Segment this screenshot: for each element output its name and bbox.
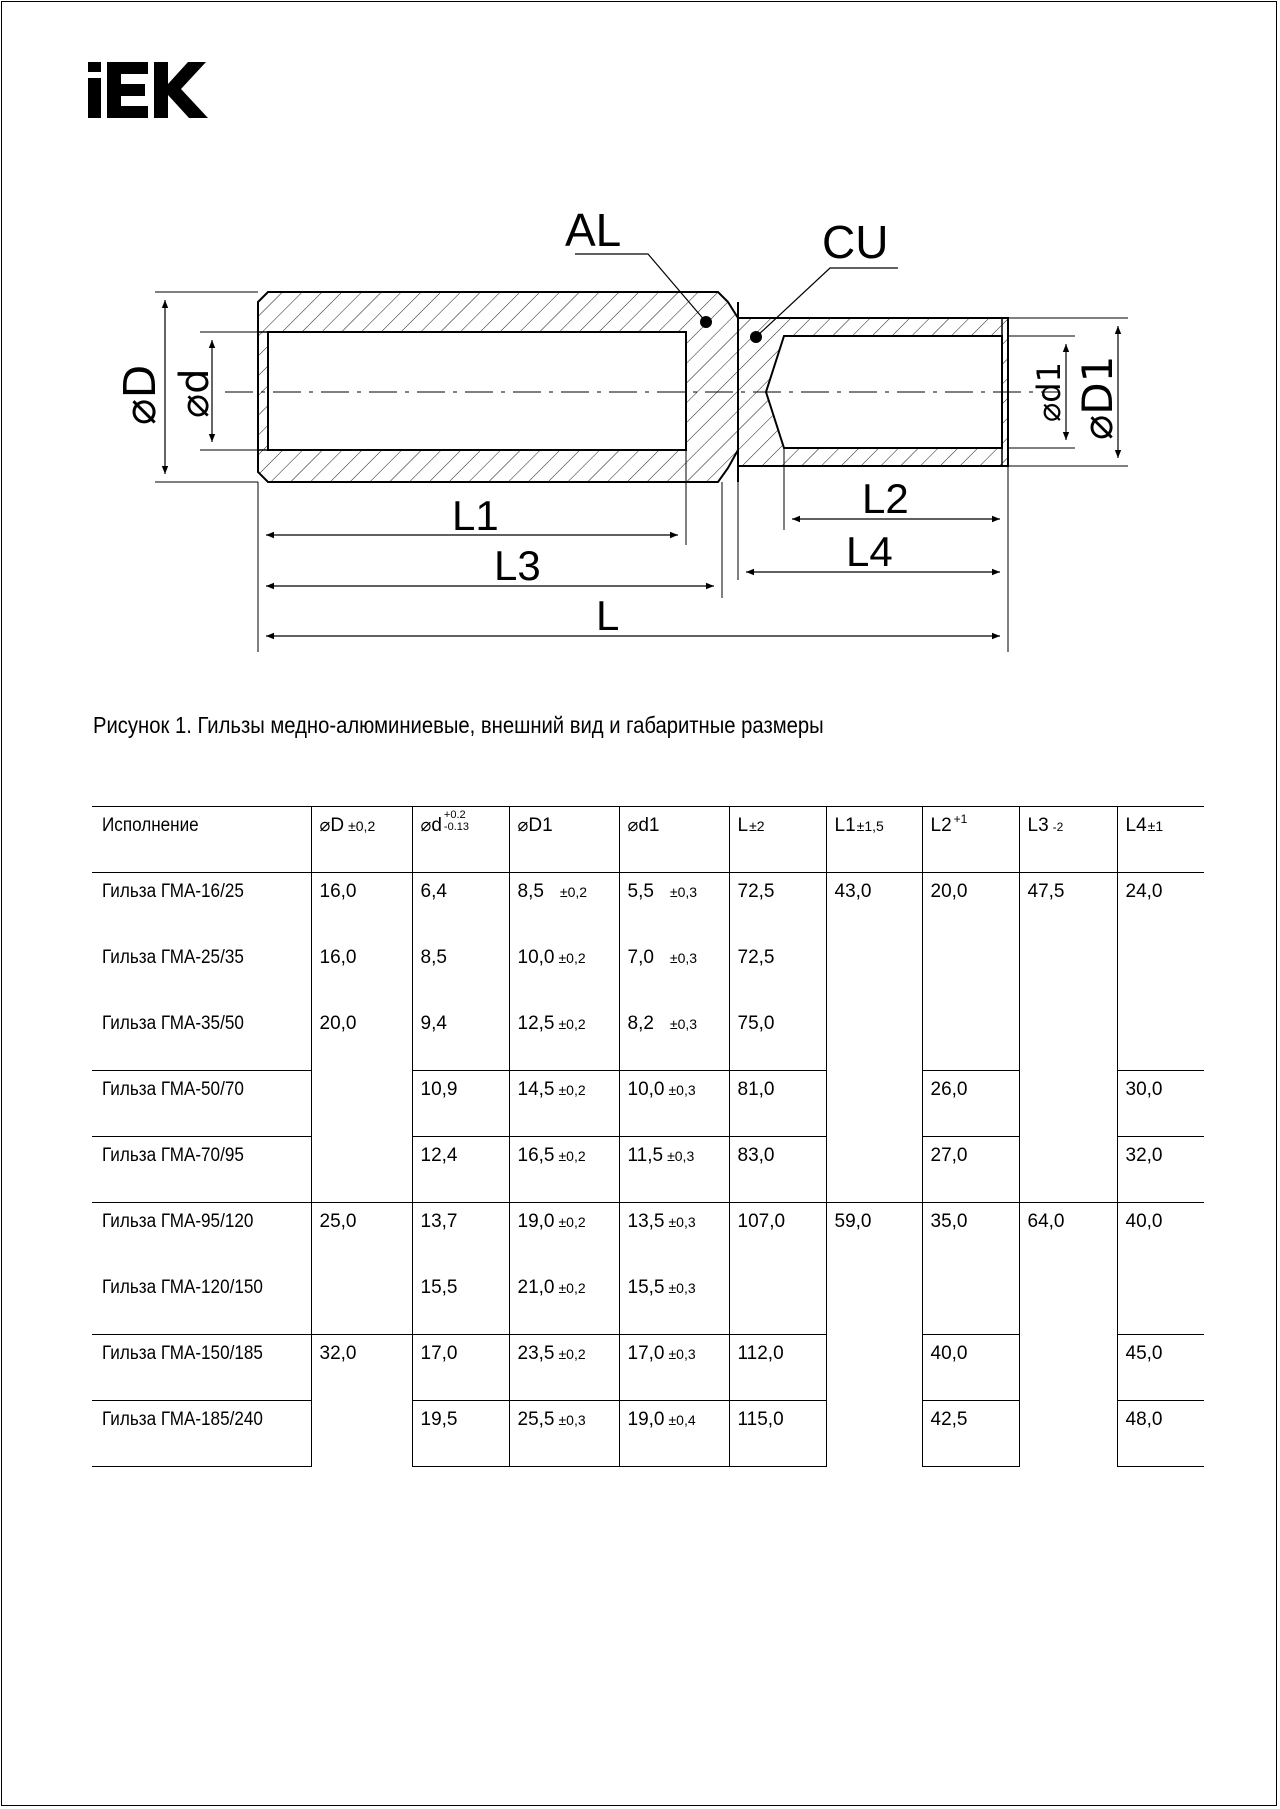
cell-cu-outer-diameter: 19,0 ±0,2 bbox=[509, 1203, 619, 1269]
cell-inner-diameter: 12,4 bbox=[412, 1137, 509, 1203]
diameter-icon: ⌀ bbox=[420, 815, 432, 836]
cell-inner-diameter: 8,5 bbox=[412, 939, 509, 1005]
cell-length-l2: 35,0 bbox=[922, 1203, 1019, 1335]
cell-length-l4: 30,0 bbox=[1117, 1071, 1204, 1137]
cell-length-l4: 48,0 bbox=[1117, 1401, 1204, 1467]
cell-name: Гильза ГМА-16/25 bbox=[92, 873, 311, 939]
cell-outer-diameter: 32,0 bbox=[311, 1335, 412, 1467]
cell-name: Гильза ГМА-70/95 bbox=[92, 1137, 311, 1203]
cell-length: 115,0 bbox=[729, 1401, 826, 1467]
cell-cu-inner-diameter: 5,5 ±0,3 bbox=[619, 873, 729, 939]
header-length: L±2 bbox=[729, 807, 826, 873]
cell-cu-outer-diameter: 21,0 ±0,2 bbox=[509, 1269, 619, 1335]
cell-length-l2: 40,0 bbox=[922, 1335, 1019, 1401]
al-part bbox=[258, 292, 738, 482]
sleeve-drawing bbox=[0, 0, 1280, 700]
dim-label-l: L bbox=[596, 592, 620, 639]
cell-cu-inner-diameter: 17,0 ±0,3 bbox=[619, 1335, 729, 1401]
cell-length-l1: 43,0 bbox=[826, 873, 922, 1203]
cell-name: Гильза ГМА-95/120 bbox=[92, 1203, 311, 1269]
cell-cu-inner-diameter: 11,5 ±0,3 bbox=[619, 1137, 729, 1203]
cell-length: 112,0 bbox=[729, 1335, 826, 1401]
label-cu: CU bbox=[822, 216, 889, 268]
header-cu-inner-diameter: ⌀d1 bbox=[619, 807, 729, 873]
cell-length: 107,0 bbox=[729, 1203, 826, 1335]
cell-inner-diameter: 15,5 bbox=[412, 1269, 509, 1335]
cell-name: Гильза ГМА-185/240 bbox=[92, 1401, 311, 1467]
cell-length: 72,5 bbox=[729, 873, 826, 939]
cell-cu-inner-diameter: 19,0 ±0,4 bbox=[619, 1401, 729, 1467]
diameter-icon: ⌀ bbox=[517, 815, 529, 836]
cell-cu-outer-diameter: 14,5 ±0,2 bbox=[509, 1071, 619, 1137]
cell-name: Гильза ГМА-35/50 bbox=[102, 1012, 244, 1034]
diameter-icon: ⌀ bbox=[319, 815, 331, 836]
cell-length-l3: 47,5 bbox=[1019, 873, 1117, 1203]
table-header-row bbox=[92, 807, 1204, 873]
cell-name: Гильза ГМА-50/70 bbox=[92, 1071, 311, 1137]
diameter-icon: ⌀ bbox=[627, 815, 639, 836]
header-cu-outer-diameter: ⌀D1 bbox=[509, 807, 619, 873]
cell-outer-diameter: 16,0 bbox=[311, 939, 412, 1005]
dim-label-d1-large: ⌀D1 bbox=[1073, 355, 1122, 440]
cell-length: 75,0 bbox=[729, 1005, 826, 1071]
figure-caption: Рисунок 1. Гильзы медно-алюминиевые, внешний вид и габаритные размеры bbox=[93, 712, 824, 738]
cell-inner-diameter: 9,4 bbox=[412, 1005, 509, 1071]
dim-label-l1: L1 bbox=[452, 492, 499, 539]
cell-outer-diameter: 20,0 bbox=[311, 1005, 412, 1203]
cell-inner-diameter: 19,5 bbox=[412, 1401, 509, 1467]
cell-length-l2: 27,0 bbox=[922, 1137, 1019, 1203]
dim-label-inner-diameter: ⌀d bbox=[172, 368, 218, 418]
cell-inner-diameter: 17,0 bbox=[412, 1335, 509, 1401]
dim-label-l4: L4 bbox=[846, 528, 893, 575]
cell-length-l2: 26,0 bbox=[922, 1071, 1019, 1137]
dim-label-l2: L2 bbox=[862, 475, 909, 522]
cell-cu-inner-diameter: 13,5 ±0,3 bbox=[619, 1203, 729, 1269]
cell-inner-diameter: 13,7 bbox=[412, 1203, 509, 1269]
cell-cu-outer-diameter: 16,5 ±0,2 bbox=[509, 1137, 619, 1203]
cell-cu-outer-diameter: 8,5 ±0,2 bbox=[509, 873, 619, 939]
cell-length-l4: 40,0 bbox=[1117, 1203, 1204, 1335]
header-length-l3: L3 -2 bbox=[1019, 807, 1117, 873]
header-length-l4: L4±1 bbox=[1117, 807, 1204, 873]
cell-outer-diameter: 25,0 bbox=[311, 1203, 412, 1335]
table-row bbox=[92, 1203, 1204, 1269]
dimensions-table bbox=[92, 806, 1204, 1467]
cell-length-l1: 59,0 bbox=[826, 1203, 922, 1467]
cell-cu-outer-diameter: 10,0 ±0,2 bbox=[509, 939, 619, 1005]
cell-length: 83,0 bbox=[729, 1137, 826, 1203]
dim-label-d1-small: ⌀d1 bbox=[1030, 362, 1068, 422]
cell-cu-outer-diameter: 12,5 ±0,2 bbox=[509, 1005, 619, 1071]
cell-inner-diameter: 6,4 bbox=[412, 873, 509, 939]
cell-length: 81,0 bbox=[729, 1071, 826, 1137]
cell-cu-inner-diameter: 7,0 ±0,3 bbox=[619, 939, 729, 1005]
header-inner-diameter: ⌀d +0.2 -0.13 bbox=[412, 807, 509, 873]
cell-name: Гильза ГМА-120/150 bbox=[102, 1276, 263, 1298]
cell-outer-diameter: 16,0 bbox=[311, 873, 412, 939]
header-length-l2: L2 $^{+1}$ bbox=[922, 807, 1019, 873]
cell-length-l4: 45,0 bbox=[1117, 1335, 1204, 1401]
cell-length-l3: 64,0 bbox=[1019, 1203, 1117, 1467]
table-row bbox=[92, 873, 1204, 939]
dim-label-l3: L3 bbox=[494, 542, 541, 589]
cell-name: Гильза ГМА-25/35 bbox=[102, 946, 244, 968]
cell-name: Гильза ГМА-150/185 bbox=[92, 1335, 311, 1401]
cell-length: 72,5 bbox=[729, 939, 826, 1005]
cell-cu-inner-diameter: 15,5 ±0,3 bbox=[619, 1269, 729, 1335]
cell-length-l4: 24,0 bbox=[1117, 873, 1204, 1071]
dim-label-outer-diameter: ⌀D bbox=[115, 364, 166, 425]
cell-cu-inner-diameter: 8,2 ±0,3 bbox=[619, 1005, 729, 1071]
cell-inner-diameter: 10,9 bbox=[412, 1071, 509, 1137]
cell-cu-inner-diameter: 10,0 ±0,3 bbox=[619, 1071, 729, 1137]
cell-cu-outer-diameter: 23,5 ±0,2 bbox=[509, 1335, 619, 1401]
header-execution: Исполнение bbox=[102, 815, 199, 836]
cell-length-l4: 32,0 bbox=[1117, 1137, 1204, 1203]
label-al: AL bbox=[565, 204, 622, 256]
header-length-l1: L1±1,5 bbox=[826, 807, 922, 873]
cell-length-l2: 20,0 bbox=[922, 873, 1019, 1071]
cell-length-l2: 42,5 bbox=[922, 1401, 1019, 1467]
header-outer-diameter: ⌀D ±0,2 bbox=[311, 807, 412, 873]
cell-cu-outer-diameter: 25,5 ±0,3 bbox=[509, 1401, 619, 1467]
